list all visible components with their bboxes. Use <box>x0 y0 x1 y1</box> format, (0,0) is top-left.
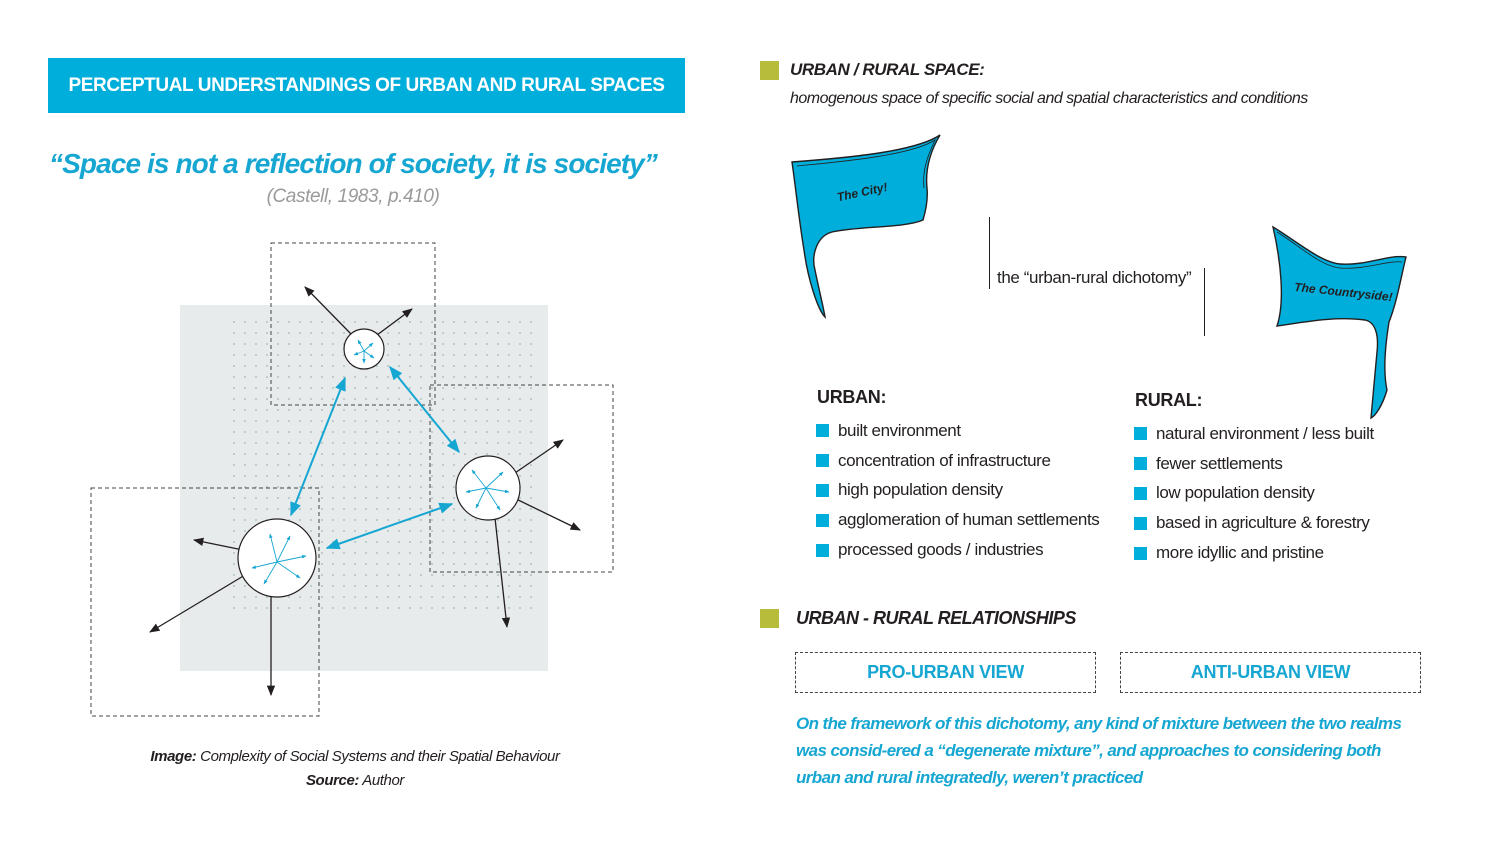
section-marker-square <box>760 61 779 80</box>
list-item <box>1134 479 1374 509</box>
anti-urban-view-label: ANTI-URBAN VIEW <box>1190 662 1351 682</box>
quote: “Space is not a reflection of society, it is society” <box>49 148 657 179</box>
urban-rural-space-description: homogenous space of specific social and spatial characteristics and conditions <box>790 90 1308 107</box>
countryside-flag <box>1265 222 1410 420</box>
caption-source-label: Source: <box>305 772 360 789</box>
dichotomy-divider-right <box>1204 268 1205 336</box>
dichotomy-divider-left <box>989 217 990 289</box>
urban-rural-space-heading: URBAN / RURAL SPACE: <box>790 60 985 79</box>
list-item-label: processed goods / industries <box>838 540 1044 560</box>
list-item <box>816 505 1099 535</box>
bullet-square <box>1134 547 1147 560</box>
list-item-label: more idyllic and pristine <box>1156 543 1324 563</box>
caption-image-text: Complexity of Social Systems and their Spatial Behaviour <box>200 748 560 765</box>
list-item <box>1134 419 1374 449</box>
caption-image-label: Image: <box>150 748 197 765</box>
countryside-flag-label: The Countryside! <box>1293 279 1394 305</box>
bullet-square <box>1134 517 1147 530</box>
anti-urban-view-box <box>1120 652 1421 693</box>
list-item <box>816 416 1099 446</box>
list-item-label: built environment <box>838 420 961 440</box>
social-systems-diagram <box>0 0 700 842</box>
rural-heading: RURAL: <box>1135 390 1203 410</box>
page-title: PERCEPTUAL UNDERSTANDINGS OF URBAN AND RURAL SPACES <box>68 74 665 96</box>
caption-image-line <box>120 745 590 769</box>
rural-characteristics-list <box>1134 419 1374 568</box>
dichotomy-label: the “urban-rural dichotomy” <box>997 268 1192 287</box>
bullet-square <box>816 544 829 557</box>
list-item <box>1134 449 1374 479</box>
list-item <box>1134 538 1374 568</box>
pro-urban-view-label: PRO-URBAN VIEW <box>867 662 1024 682</box>
caption-source-text: Author <box>362 772 405 789</box>
bullet-square <box>816 454 829 467</box>
relationships-heading: URBAN - RURAL RELATIONSHIPS <box>796 608 1076 628</box>
bullet-square <box>816 484 829 497</box>
list-item <box>816 446 1099 476</box>
quote-citation: (Castell, 1983, p.410) <box>266 186 440 207</box>
bullet-square <box>816 514 829 527</box>
city-flag-label: The City! <box>835 179 889 205</box>
node-circle-large <box>238 519 316 597</box>
city-flag <box>785 130 950 320</box>
urban-characteristics-list <box>816 416 1099 565</box>
list-item <box>1134 508 1374 538</box>
list-item-label: natural environment / less built <box>1156 423 1374 443</box>
urban-heading: URBAN: <box>817 387 887 407</box>
list-item-label: based in agriculture & forestry <box>1156 513 1370 533</box>
list-item-label: high population density <box>838 480 1003 500</box>
list-item <box>816 535 1099 565</box>
bullet-square <box>816 424 829 437</box>
bullet-square <box>1134 487 1147 500</box>
list-item-label: fewer settlements <box>1156 453 1283 473</box>
pro-urban-view-box <box>795 652 1096 693</box>
relationships-note: On the framework of this dichotomy, any kind of mixture between the two realms was consid-ered a “degenerate mixture”, and approaches to considering both urban and rural integratedly, weren’t practiced <box>796 714 1402 787</box>
image-caption <box>120 745 590 793</box>
caption-source-line <box>120 769 590 793</box>
list-item <box>816 476 1099 506</box>
bullet-square <box>1134 457 1147 470</box>
list-item-label: concentration of infrastructure <box>838 450 1051 470</box>
list-item-label: low population density <box>1156 483 1315 503</box>
section-marker-square <box>760 609 779 628</box>
list-item-label: agglomeration of human settlements <box>838 510 1100 530</box>
bullet-square <box>1134 427 1147 440</box>
